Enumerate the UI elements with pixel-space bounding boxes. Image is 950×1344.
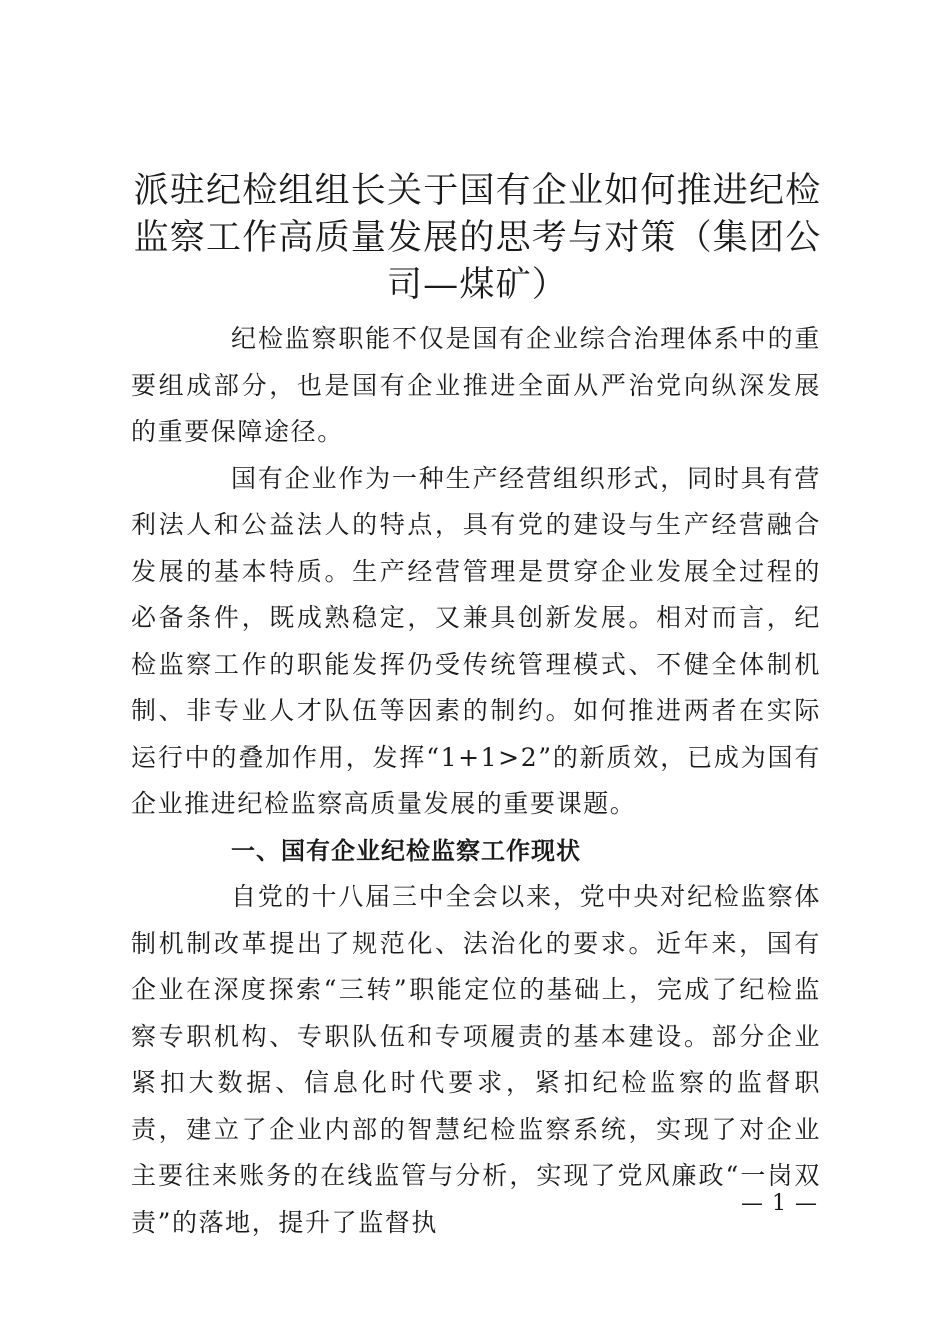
document-body — [131, 316, 821, 1246]
page-number: — 1 — — [741, 1191, 818, 1216]
paragraph: 国有企业作为一种生产经营组织形式，同时具有营利法人和公益法人的特点，具有党的建设与生产经营融合发展的基本特质。生产经营管理是贯穿企业发展全过程的必备条件，既成熟稳定，又兼具创新发展。相对而言，纪检监察工作的职能发挥仍受传统管理模式、不健全体制机制、非专业人才队伍等因素的制约。如何推进两者在实际运行中的叠加作用，发挥“1+1>2”的新质效，已成为国有企业推进纪检监察高质量发展的重要课题。 — [131, 463, 821, 818]
section-heading: 一、国有企业纪检监察工作现状 — [231, 836, 581, 865]
paragraph: 纪检监察职能不仅是国有企业综合治理体系中的重要组成部分，也是国有企业推进全面从严治党向纵深发展的重要保障途径。 — [131, 324, 821, 446]
paragraph: 自党的十八届三中全会以来，党中央对纪检监察体制机制改革提出了规范化、法治化的要求。近年来，国有企业在深度探索“三转”职能定位的基础上，完成了纪检监察专职机构、专职队伍和专项履责的基本建设。部分企业紧扣大数据、信息化时代要求，紧扣纪检监察的监督职责，建立了企业内部的智慧纪检监察系统，实现了对企业主要往来账务的在线监管与分析，实现了党风廉政“一岗双责”的落地，提升了监督执 — [131, 882, 821, 1237]
document-title: 派驻纪检组组长关于国有企业如何推进纪检监察工作高质量发展的思考与对策（集团公司—煤矿） — [133, 171, 822, 305]
